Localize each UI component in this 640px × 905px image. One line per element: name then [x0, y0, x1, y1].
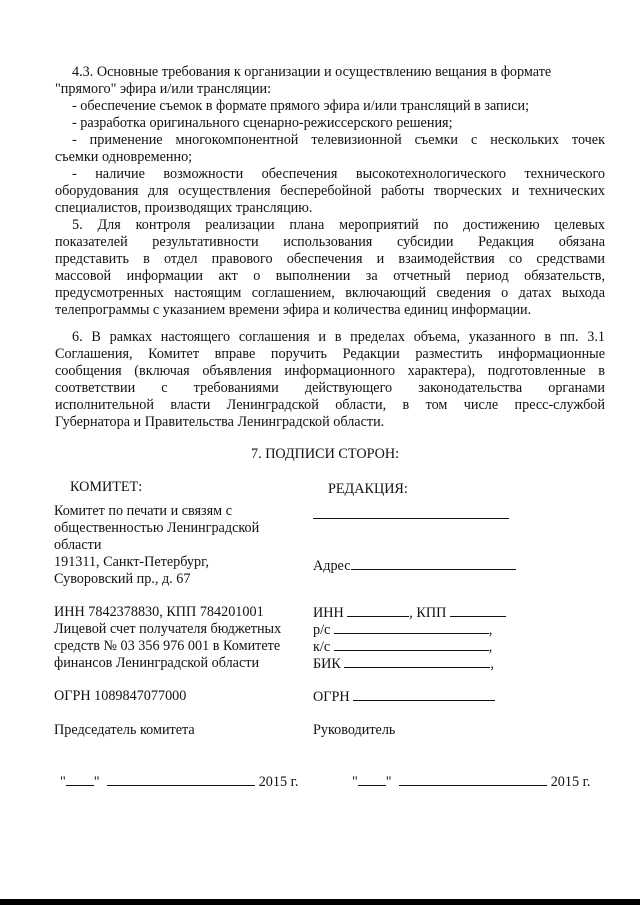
ogrn-blank: [353, 688, 495, 701]
bullet-item: - наличие возможности обеспечения высокотехнологического технического: [72, 166, 605, 182]
section-6-line: Соглашения, Комитет вправе поручить Редакции разместить информационные: [55, 346, 605, 362]
bik-blank: [344, 655, 490, 668]
day-blank: [358, 773, 386, 786]
section-5-line: 5. Для контроля реализации плана мероприятий по достижению целевых: [72, 217, 605, 233]
section-4-3-line-2: "прямого" эфира и/или трансляции:: [55, 81, 272, 97]
kpp-blank: [450, 604, 506, 617]
editorial-address: [313, 557, 516, 576]
comma: ,: [490, 656, 494, 672]
kpp-label: , КПП: [409, 605, 447, 621]
editorial-signer: Руководитель: [313, 722, 396, 738]
quote-close: ": [385, 774, 392, 790]
address-label: Адрес: [313, 558, 351, 574]
year-label: 2015 г.: [258, 774, 299, 790]
editorial-heading: РЕДАКЦИЯ:: [328, 481, 408, 497]
ks-blank: [334, 638, 489, 651]
committee-signer: Председатель комитета: [54, 722, 195, 738]
section-6-line: сообщения (включая объявления информационного характера), подготовленные в: [55, 363, 605, 379]
rs-label: р/с: [313, 622, 331, 638]
bullet-continuation: специалистов, производящих трансляцию.: [55, 200, 313, 216]
editorial-inn-kpp: [313, 604, 506, 623]
address-blank: [351, 557, 516, 570]
editorial-rs: [313, 621, 492, 640]
section-5-line: представить в отдел правового обеспечения и взаимодействия со средствами: [55, 251, 605, 267]
bullet-continuation: оборудования для осуществления бесперебойной работы творческих и технических: [55, 183, 605, 199]
month-blank: [399, 773, 547, 786]
committee-address-line: 191311, Санкт-Петербург,: [54, 554, 209, 570]
editorial-ogrn: [313, 688, 495, 707]
quote-open: ": [352, 774, 358, 790]
section-4-3-line-1: 4.3. Основные требования к организации и осуществлению вещания в формате: [72, 64, 552, 80]
committee-inn-kpp: ИНН 7842378830, КПП 784201001: [54, 604, 264, 620]
comma: ,: [488, 639, 493, 655]
section-5-line: показателей результативности использования субсидии Редакция обязана: [55, 234, 605, 250]
bullet-item: - применение многокомпонентной телевизионной съемки с нескольких точек: [72, 132, 605, 148]
section-6-line: соответствии с требованиями действующего законодательства органами: [55, 380, 605, 396]
day-blank: [66, 773, 94, 786]
committee-heading: КОМИТЕТ:: [70, 479, 143, 495]
section-5-line: массовой информации акт о выполнении за отчетный период обязательств,: [55, 268, 605, 284]
committee-address-line: Суворовский пр., д. 67: [54, 571, 191, 587]
ks-label: к/с: [313, 639, 331, 655]
committee-name-line: области: [54, 537, 102, 553]
quote-close: ": [93, 774, 100, 790]
inn-blank: [347, 604, 409, 617]
quote-open: ": [60, 774, 66, 790]
rs-blank: [334, 621, 489, 634]
bullet-item: - разработка оригинального сценарно-режиссерского решения;: [72, 115, 453, 131]
ogrn-label: ОГРН: [313, 689, 350, 705]
bullet-item: - обеспечение съемок в формате прямого эфира и/или трансляций в записи;: [72, 98, 530, 114]
committee-name-line: общественностью Ленинградской: [54, 520, 260, 536]
section-6-line: исполнительной власти Ленинградской области, в том числе пресс-службой: [55, 397, 605, 413]
committee-account-line: средств № 03 356 976 001 в Комитете: [54, 638, 281, 654]
editorial-ks: [313, 638, 492, 657]
editorial-name-blank: [313, 506, 509, 519]
section-5-line: предусмотренных настоящим соглашением, включающий сведения о датах выхода: [55, 285, 605, 301]
signatures-title: 7. ПОДПИСИ СТОРОН:: [251, 446, 400, 462]
inn-label: ИНН: [313, 605, 344, 621]
bik-label: БИК: [313, 656, 341, 672]
month-blank: [107, 773, 255, 786]
year-label: 2015 г.: [550, 774, 591, 790]
committee-date: [60, 773, 298, 792]
editorial-date: [352, 773, 590, 792]
bullet-continuation: съемки одновременно;: [55, 149, 193, 165]
section-6-line: Губернатора и Правительства Ленинградской области.: [55, 414, 385, 430]
committee-account-line: Лицевой счет получателя бюджетных: [54, 621, 282, 637]
section-5-line: телепрограммы с указанием времени эфира и количества единиц информации.: [55, 302, 532, 318]
committee-account-line: финансов Ленинградской области: [54, 655, 260, 671]
committee-ogrn: ОГРН 1089847077000: [54, 688, 187, 704]
section-6-line: 6. В рамках настоящего соглашения и в пределах объема, указанного в пп. 3.1: [72, 329, 605, 345]
comma: ,: [488, 622, 493, 638]
editorial-bik: [313, 655, 494, 674]
committee-name-line: Комитет по печати и связям с: [54, 503, 232, 519]
